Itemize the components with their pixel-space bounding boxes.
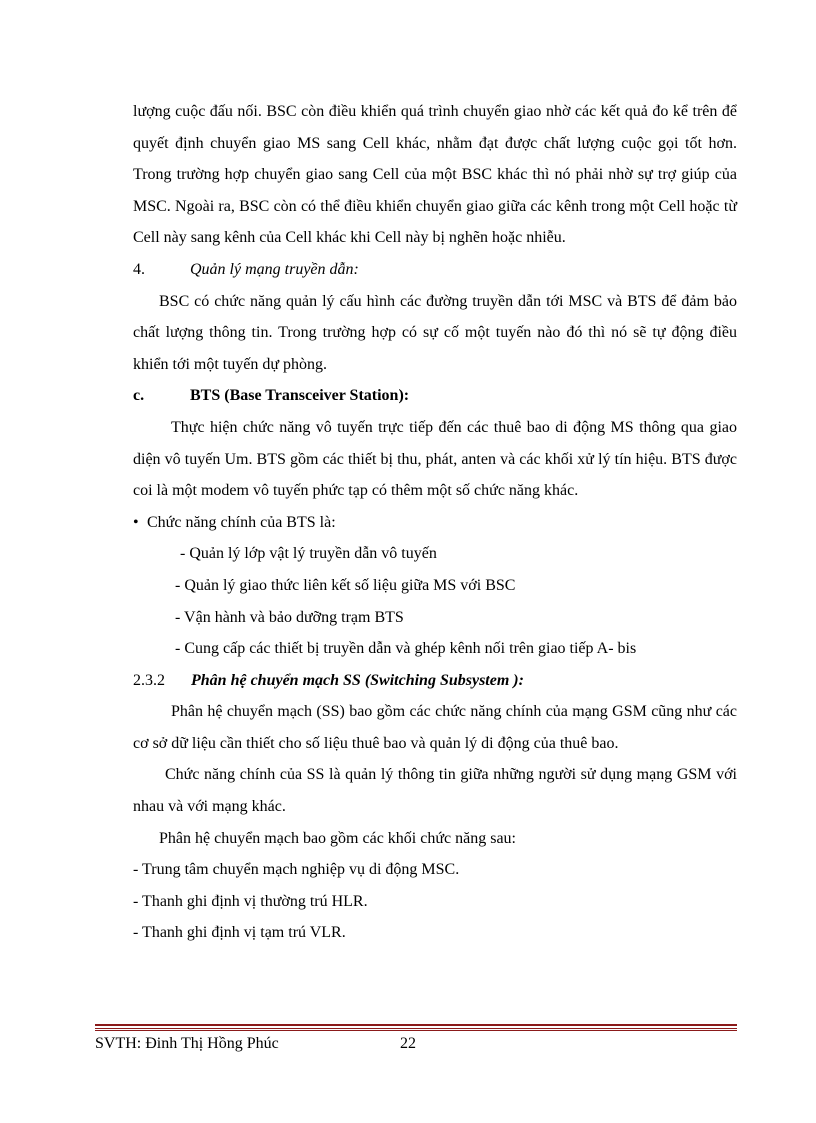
list-item-ss-block: - Trung tâm chuyển mạch nghiệp vụ di động MSC. [133,861,460,879]
paragraph-bts-description: Thực hiện chức năng vô tuyến trực tiếp đến các thuê bao di động MS thông qua giao diện vô tuyến Um. BTS gồm các thiết bị thu, phát, anten và các khối xử lý tín hiệu. BTS được coi là một modem vô tuyến phức tạp có thêm một số chức năng khác. [133,418,737,500]
heading-section-4 [133,254,737,286]
footer-author: SVTH: Đinh Thị Hồng Phúc [95,1035,279,1052]
heading-section-2-3-2 [133,665,737,697]
list-item-ss-block: - Thanh ghi định vị tạm trú VLR. [133,924,346,942]
paragraph-ss-function: Chức năng chính của SS là quản lý thông tin giữa những người sử dụng mạng GSM với nhau và với mạng khác. [133,766,737,816]
list-item-bts-function: - Quản lý giao thức liên kết số liệu giữa MS với BSC [175,576,516,594]
paragraph-transmission-management: BSC có chức năng quản lý cấu hình các đường truyền dẫn tới MSC và BTS để đảm bảo chất lượng thông tin. Trong trường hợp có sự cố một tuyến nào đó thì nó sẽ tự động điều khiển tới một tuyến dự phòng. [133,292,737,373]
list-item-bts-function: - Vận hành và bảo dưỡng trạm BTS [175,608,404,626]
paragraph-ss-blocks-intro: Phân hệ chuyển mạch bao gồm các khối chức năng sau: [159,829,516,847]
list-item-ss-block: - Thanh ghi định vị thường trú HLR. [133,892,368,910]
heading-section-c [133,380,737,412]
page-content [133,96,737,949]
footer-divider [95,1030,737,1031]
footer-divider [95,1024,737,1026]
section-title: BTS (Base Transceiver Station): [190,387,410,405]
page-number: 22 [400,1035,416,1052]
section-number: 4. [133,260,145,278]
list-item-bts-function: - Cung cấp các thiết bị truyền dẫn và ghép kênh nối trên giao tiếp A- bis [175,640,637,658]
section-title: Phân hệ chuyển mạch SS (Switching Subsystem ): [191,671,524,689]
section-title: Quản lý mạng truyền dẫn: [190,260,359,278]
footer-divider [95,1028,737,1029]
bullet-icon: • [133,513,139,531]
list-item-bts-function: - Quản lý lớp vật lý truyền dẫn vô tuyến [180,545,437,563]
section-number: c. [133,387,145,405]
paragraph-ss-overview: Phân hệ chuyển mạch (SS) bao gồm các chức năng chính của mạng GSM cũng như các cơ sở dữ liệu cần thiết cho số liệu thuê bao và quản lý di động của thuê bao. [133,703,737,752]
bullet-heading-text: Chức năng chính của BTS là: [147,513,336,531]
section-number: 2.3.2 [133,671,165,689]
bullet-heading [133,507,737,539]
paragraph-bsc-handover: lượng cuộc đấu nối. BSC còn điều khiển quá trình chuyển giao nhờ các kết quả đo kể trên để quyết định chuyển giao MS sang Cell khác, nhằm đạt được chất lượng cuộc gọi tốt hơn. Trong trường hợp chuyển giao sang Cell của một BSC khác thì nó phải nhờ sự trợ giúp của MSC. Ngoài ra, BSC còn có thể điều khiển chuyển giao giữa các kênh trong một Cell hoặc từ Cell này sang kênh của Cell khác khi Cell này bị nghẽn hoặc nhiễu. [133,103,737,247]
